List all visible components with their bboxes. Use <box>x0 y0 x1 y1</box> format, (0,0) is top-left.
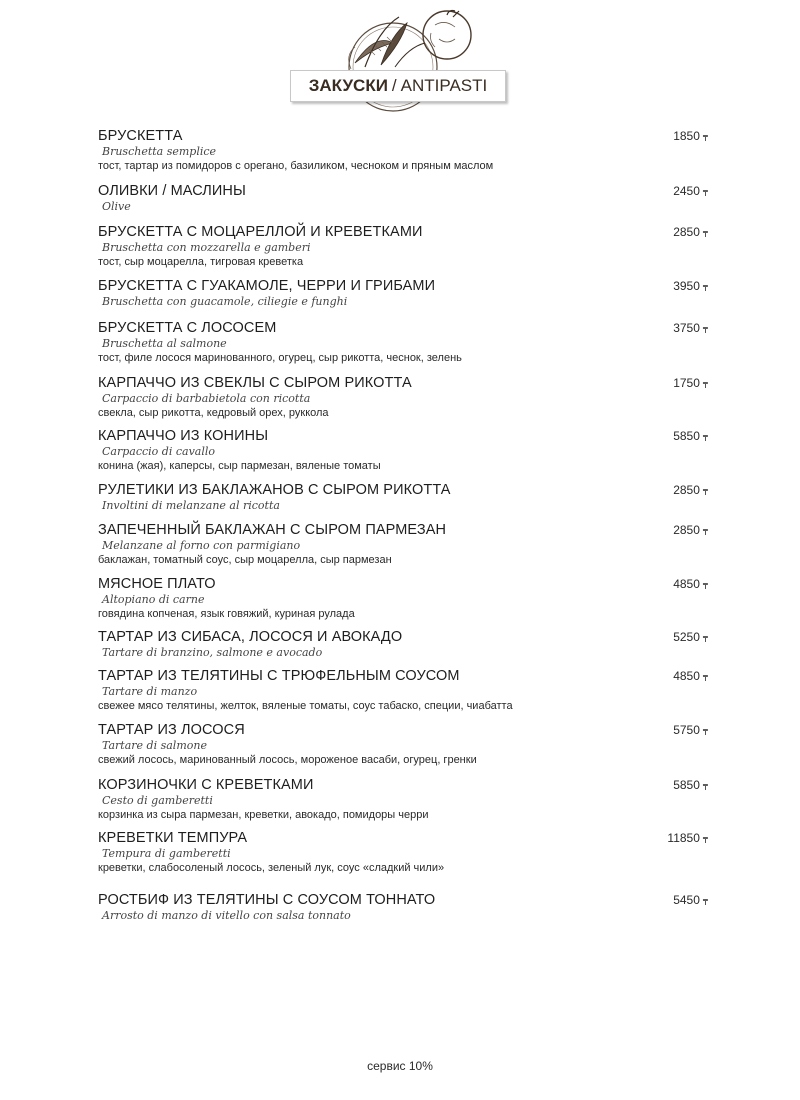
price-value: 5750 <box>673 723 700 737</box>
price-value: 11850 <box>667 831 700 845</box>
currency-sign: ₸ <box>702 230 708 239</box>
currency-sign: ₸ <box>702 284 708 293</box>
dish-italian-name: Altopiano di carne <box>102 593 205 606</box>
dish-price <box>673 376 708 390</box>
price-value: 2850 <box>673 225 700 239</box>
currency-sign: ₸ <box>702 326 708 335</box>
currency-sign: ₸ <box>702 582 708 591</box>
menu-item <box>98 375 708 420</box>
currency-sign: ₸ <box>702 635 708 644</box>
dish-price <box>673 577 708 591</box>
menu-item <box>98 777 708 822</box>
section-title <box>290 70 506 102</box>
dish-description: тост, сыр моцарелла, тигровая креветка <box>98 256 304 268</box>
dish-description: конина (жая), каперсы, сыр пармезан, вяленые томаты <box>98 460 381 472</box>
vegetables-sketch-icon <box>335 5 485 125</box>
price-value: 2450 <box>673 184 700 198</box>
currency-sign: ₸ <box>702 134 708 143</box>
menu-item <box>98 224 708 269</box>
dish-description: креветки, слабосоленый лосось, зеленый лук, соус «сладкий чили» <box>98 862 445 874</box>
menu-item <box>98 428 708 473</box>
currency-sign: ₸ <box>702 381 708 390</box>
dish-description: тост, тартар из помидоров с орегано, базиликом, чесноком и пряным маслом <box>98 160 494 172</box>
currency-sign: ₸ <box>702 898 708 907</box>
price-value: 4850 <box>673 577 700 591</box>
dish-italian-name: Tartare di manzo <box>102 685 198 698</box>
menu-item <box>98 576 708 621</box>
dish-price <box>673 129 708 143</box>
price-value: 3950 <box>673 279 700 293</box>
section-title-ru: ЗАКУСКИ <box>308 76 388 95</box>
dish-name: ТАРТАР ИЗ ТЕЛЯТИНЫ С ТРЮФЕЛЬНЫМ СОУСОМ <box>98 668 460 684</box>
menu-item <box>98 892 708 922</box>
dish-name: КОРЗИНОЧКИ С КРЕВЕТКАМИ <box>98 777 314 793</box>
menu-header <box>0 0 800 125</box>
dish-italian-name: Bruschetta al salmone <box>102 337 227 350</box>
dish-price <box>673 778 708 792</box>
dish-name: БРУСКЕТТА С ЛОСОСЕМ <box>98 320 277 336</box>
dish-italian-name: Carpaccio di barbabietola con ricotta <box>102 392 311 405</box>
dish-italian-name: Tempura di gamberetti <box>102 847 231 860</box>
dish-description: корзинка из сыра пармезан, креветки, авокадо, помидоры черри <box>98 809 429 821</box>
dish-name: БРУСКЕТТА С МОЦАРЕЛЛОЙ И КРЕВЕТКАМИ <box>98 224 423 240</box>
price-value: 2850 <box>673 523 700 537</box>
menu-item <box>98 482 708 512</box>
dish-price <box>673 630 708 644</box>
dish-description: свежее мясо телятины, желток, вяленые томаты, соус табаско, специи, чиабатта <box>98 700 513 712</box>
dish-description: баклажан, томатный соус, сыр моцарелла, сыр пармезан <box>98 554 392 566</box>
dish-name: КАРПАЧЧО ИЗ КОНИНЫ <box>98 428 269 444</box>
currency-sign: ₸ <box>702 674 708 683</box>
dish-name: РУЛЕТИКИ ИЗ БАКЛАЖАНОВ С СЫРОМ РИКОТТА <box>98 482 451 498</box>
dish-description: говядина копченая, язык говяжий, куриная рулада <box>98 608 355 620</box>
dish-italian-name: Bruschetta con guacamole, ciliegie e funghi <box>102 295 348 308</box>
service-charge-note: сервис 10% <box>367 1059 433 1073</box>
currency-sign: ₸ <box>702 488 708 497</box>
dish-price <box>673 483 708 497</box>
menu-item <box>98 320 708 365</box>
dish-name: ЗАПЕЧЕННЫЙ БАКЛАЖАН С СЫРОМ ПАРМЕЗАН <box>98 522 447 538</box>
dish-italian-name: Tartare di salmone <box>102 739 207 752</box>
menu-item <box>98 278 708 308</box>
dish-price <box>673 279 708 293</box>
menu-item <box>98 128 708 173</box>
dish-name: КРЕВЕТКИ ТЕМПУРА <box>98 830 248 846</box>
price-value: 2850 <box>673 483 700 497</box>
dish-name: ТАРТАР ИЗ СИБАСА, ЛОСОСЯ И АВОКАДО <box>98 629 403 645</box>
dish-italian-name: Tartare di branzino, salmone e avocado <box>102 646 323 659</box>
price-value: 5850 <box>673 778 700 792</box>
dish-price <box>673 893 708 907</box>
dish-price <box>673 523 708 537</box>
currency-sign: ₸ <box>702 783 708 792</box>
dish-italian-name: Cesto di gamberetti <box>102 794 213 807</box>
dish-name: БРУСКЕТТА С ГУАКАМОЛЕ, ЧЕРРИ И ГРИБАМИ <box>98 278 436 294</box>
price-value: 5450 <box>673 893 700 907</box>
dish-italian-name: Involtini di melanzane al ricotta <box>102 499 280 512</box>
dish-description: свекла, сыр рикотта, кедровый орех, руккола <box>98 407 329 419</box>
currency-sign: ₸ <box>702 836 708 845</box>
currency-sign: ₸ <box>702 728 708 737</box>
dish-description: тост, филе лосося маринованного, огурец, сыр рикотта, чеснок, зелень <box>98 352 462 364</box>
price-value: 3750 <box>673 321 700 335</box>
dish-description: свежий лосось, маринованный лосось, мороженое васаби, огурец, гренки <box>98 754 477 766</box>
price-value: 5850 <box>673 429 700 443</box>
menu-item <box>98 522 708 567</box>
menu-item <box>98 830 708 875</box>
dish-name: КАРПАЧЧО ИЗ СВЕКЛЫ С СЫРОМ РИКОТТА <box>98 375 412 391</box>
dish-italian-name: Carpaccio di cavallo <box>102 445 215 458</box>
menu-item <box>98 668 708 713</box>
dish-name: БРУСКЕТТА <box>98 128 183 144</box>
section-title-it: ANTIPASTI <box>400 76 488 95</box>
dish-price <box>667 831 708 845</box>
dish-italian-name: Arrosto di manzo di vitello con salsa tonnato <box>102 909 351 922</box>
dish-price <box>673 184 708 198</box>
dish-price <box>673 225 708 239</box>
dish-italian-name: Melanzane al forno con parmigiano <box>102 539 301 552</box>
dish-italian-name: Olive <box>102 200 131 213</box>
dish-price <box>673 321 708 335</box>
dish-price <box>673 429 708 443</box>
dish-price <box>673 669 708 683</box>
price-value: 4850 <box>673 669 700 683</box>
menu-item <box>98 722 708 767</box>
price-value: 5250 <box>673 630 700 644</box>
menu-item <box>98 183 708 213</box>
dish-name: ТАРТАР ИЗ ЛОСОСЯ <box>98 722 245 738</box>
dish-name: МЯСНОЕ ПЛАТО <box>98 576 216 592</box>
currency-sign: ₸ <box>702 189 708 198</box>
dish-name: РОСТБИФ ИЗ ТЕЛЯТИНЫ С СОУСОМ ТОННАТО <box>98 892 436 908</box>
dish-name: ОЛИВКИ / МАСЛИНЫ <box>98 183 246 199</box>
currency-sign: ₸ <box>702 434 708 443</box>
menu-item <box>98 629 708 659</box>
dish-italian-name: Bruschetta semplice <box>102 145 217 158</box>
dish-italian-name: Bruschetta con mozzarella e gamberi <box>102 241 311 254</box>
currency-sign: ₸ <box>702 528 708 537</box>
price-value: 1850 <box>673 129 700 143</box>
dish-price <box>673 723 708 737</box>
section-title-separator: / <box>391 76 397 95</box>
price-value: 1750 <box>673 376 700 390</box>
